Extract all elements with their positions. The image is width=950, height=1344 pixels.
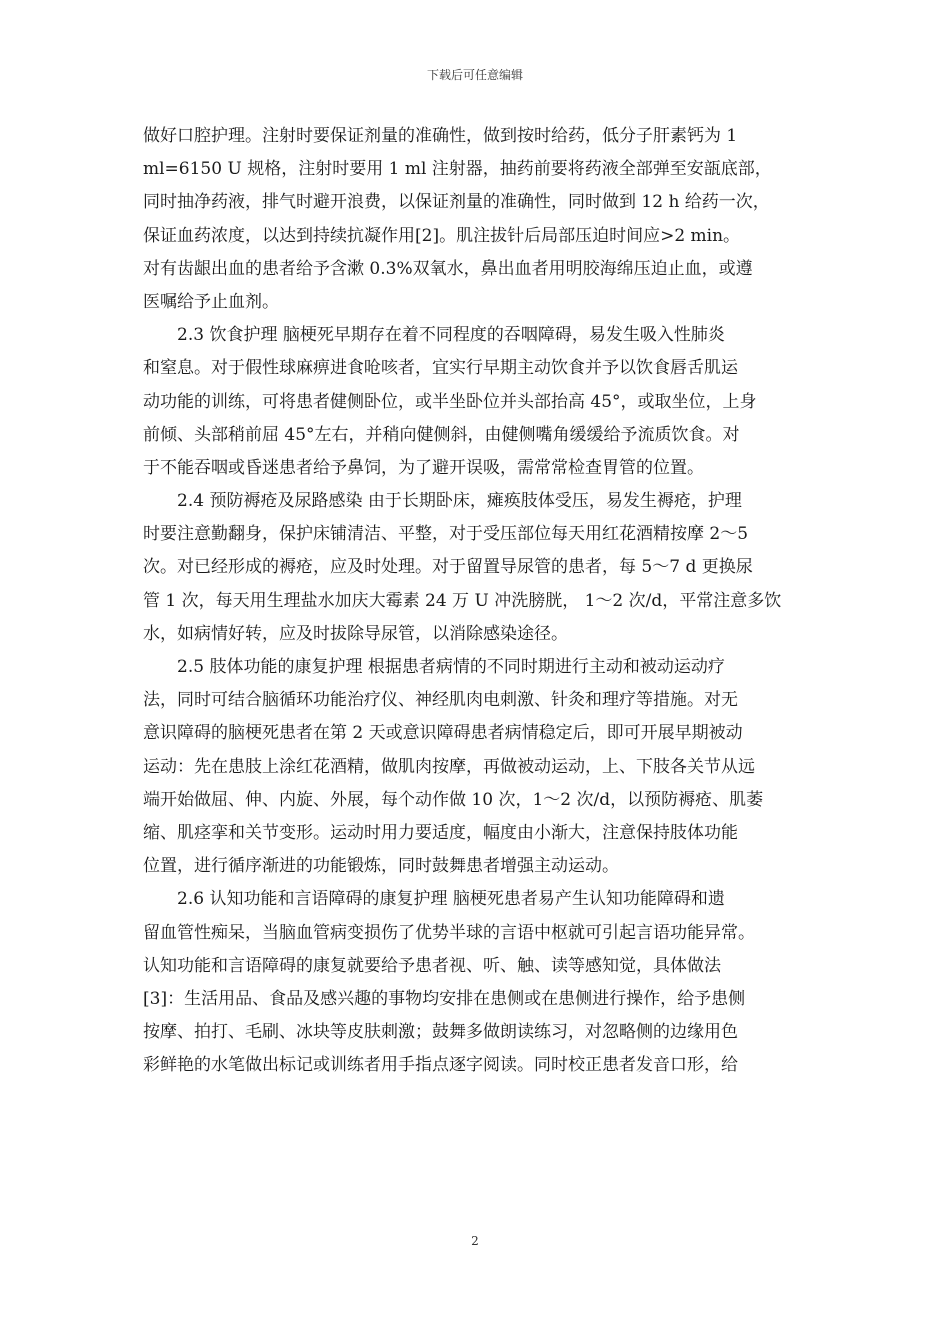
text-line: 于不能吞咽或昏迷患者给予鼻饲，为了避开误吸，需常常检查胃管的位置。: [143, 457, 704, 478]
text-line: 按摩、拍打、毛刷、冰块等皮肤刺激；鼓舞多做朗读练习，对忽略侧的边缘用色: [143, 1022, 738, 1043]
text-line: 水，如病情好转，应及时拔除导尿管，以消除感染途径。: [143, 623, 568, 644]
text-line: 和窒息。对于假性球麻痹进食呛咳者，宜实行早期主动饮食并予以饮食唇舌肌运: [143, 358, 738, 379]
paragraph-first-line: 2.3 饮食护理 脑梗死早期存在着不同程度的吞咽障碍，易发生吸入性肺炎: [177, 325, 725, 346]
text-line: 留血管性痴呆，当脑血管病变损伤了优势半球的言语中枢就可引起言语功能异常。: [143, 922, 755, 943]
page-number: 2: [471, 1234, 479, 1248]
text-line: ml=6150 U 规格，注射时要用 1 ml 注射器，抽药前要将药液全部弹至安瓿底部，: [143, 159, 772, 180]
text-line: 次。对已经形成的褥疮，应及时处理。对于留置导尿管的患者，每 5～7 d 更换尿: [143, 557, 753, 578]
text-line: 位置，进行循序渐进的功能锻炼，同时鼓舞患者增强主动运动。: [143, 856, 619, 877]
page-header: 下载后可任意编辑: [426, 68, 523, 82]
text-line: 医嘱给予止血剂。: [143, 291, 279, 312]
text-line: 时要注意勤翻身，保护床铺清洁、平整，对于受压部位每天用红花酒精按摩 2～5: [143, 524, 749, 545]
text-line: 法，同时可结合脑循环功能治疗仪、神经肌肉电刺激、针灸和理疗等措施。对无: [143, 690, 738, 711]
paragraph-first-line: 2.5 肢体功能的康复护理 根据患者病情的不同时期进行主动和被动运动疗: [177, 657, 725, 677]
text-line: 前倾、头部稍前屈 45°左右，并稍向健侧斜，由健侧嘴角缓缓给予流质饮食。对: [143, 424, 740, 445]
text-line: 意识障碍的脑梗死患者在第 2 天或意识障碍患者病情稳定后，即可开展早期被动: [143, 723, 743, 744]
text-line: [3]：生活用品、食品及感兴趣的事物均安排在患侧或在患侧进行操作，给予患侧: [143, 988, 746, 1009]
text-line: 缩、肌痉挛和关节变形。运动时用力要适度，幅度由小渐大，注意保持肢体功能: [143, 822, 738, 843]
text-line: 动功能的训练，可将患者健侧卧位，或半坐卧位并头部抬高 45°，或取坐位，上身: [143, 391, 757, 412]
paragraph-first-line: 2.6 认知功能和言语障碍的康复护理 脑梗死患者易产生认知功能障碍和遗: [177, 889, 725, 910]
text-line: 管 1 次，每天用生理盐水加庆大霉素 24 万 U 冲洗膀胱， 1～2 次/d，平常注意多饮: [143, 590, 782, 611]
text-line: 同时抽净药液，排气时避开浪费，以保证剂量的准确性，同时做到 12 h 给药一次，: [143, 192, 770, 213]
text-line: 运动：先在患肢上涂红花酒精，做肌肉按摩，再做被动运动，上、下肢各关节从远: [143, 756, 755, 777]
document-body: [143, 120, 807, 1082]
text-line: 认知功能和言语障碍的康复就要给予患者视、听、触、读等感知觉，具体做法: [143, 955, 721, 976]
text-line: 对有齿龈出血的患者给予含漱 0.3%双氧水，鼻出血者用明胶海绵压迫止血，或遵: [143, 258, 753, 279]
text-line: 做好口腔护理。注射时要保证剂量的准确性，做到按时给药，低分子肝素钙为 1: [143, 126, 738, 146]
paragraph-first-line: 2.4 预防褥疮及尿路感染 由于长期卧床，瘫痪肢体受压，易发生褥疮，护理: [177, 491, 742, 512]
text-line: 端开始做屈、伸、内旋、外展，每个动作做 10 次，1～2 次/d，以预防褥疮、肌萎: [143, 789, 764, 810]
text-line: 彩鲜艳的水笔做出标记或训练者用手指点逐字阅读。同时校正患者发音口形，给: [143, 1055, 738, 1076]
text-line: 保证血药浓度，以达到持续抗凝作用[2]。肌注拔针后局部压迫时间应>2 min。: [143, 225, 741, 246]
